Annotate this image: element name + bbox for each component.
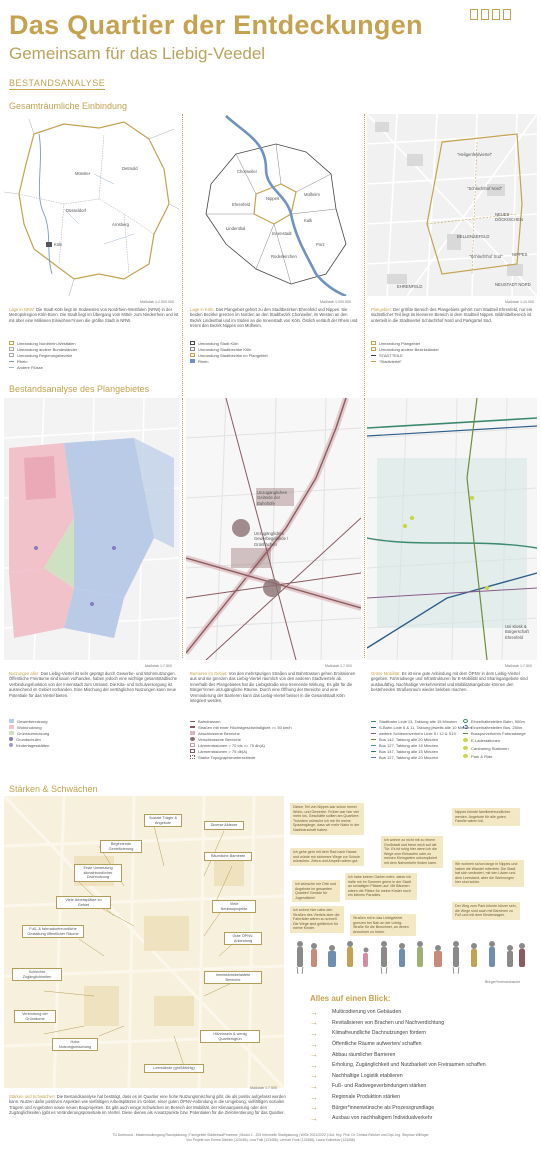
map-scale: Maßstab 1:200.000 — [320, 300, 351, 304]
people-graphic — [292, 936, 528, 976]
legend-label: Abschlossene Bereiche — [198, 730, 240, 736]
legend-label: Umrandung Stadtbezirke im Plangebiet — [198, 352, 268, 358]
citizen-quote: Der Weg zum Park könnte kürzer sein, die Wege sind auch mit Barrieren zu Fuß und mit dem Kinderwagen. — [452, 902, 520, 920]
divider — [364, 398, 365, 658]
legend-item — [371, 718, 472, 724]
legend-swatch — [190, 347, 195, 351]
summary-item-label: Bürger*innenwünsche als Prozessgrundlage — [332, 1104, 435, 1111]
map-label: Chorweiler — [237, 169, 258, 174]
map-label: Köln — [54, 242, 63, 247]
footer-line: Von Projekt von Emma Dietrich (123456), Lina Falk (123456), Lennart Funk (123456), Laura Kolinekov (123456) — [186, 1137, 355, 1142]
legend-label: Grünraumnutzung — [17, 730, 50, 736]
legend-item — [463, 730, 526, 736]
legend-item — [9, 742, 49, 748]
legend-label: Rhein — [198, 358, 209, 364]
legend-label: Umrandung Stadt Köln — [198, 340, 239, 346]
legend-label: Gewerbenutzung — [17, 718, 48, 724]
legend-swatch — [371, 751, 376, 752]
map-note: Diverse Akteure — [204, 821, 244, 830]
map-label: Unzugängliches Gewerbegelände / Grünflächen — [254, 531, 289, 547]
legend-label: Bus 127, Taktung alle 20 Minuten — [379, 754, 439, 760]
legend-label: Einzelhaltestellen Bahn, 500m — [471, 718, 525, 724]
map-note: Viele Neubauprojekte — [212, 900, 256, 913]
map-label: Lindenthal — [226, 226, 246, 231]
legend-item — [190, 754, 292, 760]
barriers-graphic — [186, 398, 361, 660]
charging-icon — [463, 738, 468, 742]
page-title: Das Quartier der Entdeckungen — [9, 10, 423, 40]
text-nrw — [9, 307, 179, 323]
citizen-quote: Dieser Teil von Nippes war schon immer Wohn- und Gewerbe. Früher war hier viel mehr los, Geschäfte sollten am Quartiere. Trotzdem wünsche ich mir für meine Spaziergänge, dass wir mehr Natur in der Nachbarschaft haben. — [290, 803, 364, 835]
map-scale: Maßstab 1:1.500.000 — [140, 300, 174, 304]
text-strengths — [9, 1094, 287, 1116]
map-label: Mülheim — [304, 192, 320, 197]
summary-item — [310, 1018, 530, 1029]
citizen-quote: Ich wohne hier nahe den Straßen des Viertels aber die Fahrräder wären zu schnell. Die Wege sind gefährlich für meine Kinder. — [290, 906, 344, 933]
legend-swatch — [190, 731, 195, 735]
legend-swatch — [190, 353, 195, 357]
legend-mobility-points — [463, 718, 526, 760]
map-scale: Maßstab 1:7.500 — [325, 664, 352, 668]
map-scale: Maßstab 1:7.500 — [145, 664, 172, 668]
page-badge — [503, 9, 511, 20]
summary-item — [310, 1039, 530, 1050]
arrow-right-icon: → — [310, 1081, 318, 1091]
legend-swatch — [9, 367, 14, 368]
map-scale: Maßstab 1:10.000 — [505, 300, 534, 304]
legend-item — [9, 346, 77, 352]
summary-item — [310, 1049, 530, 1060]
map-nrw — [4, 114, 179, 296]
map-label: Düsseldorf — [66, 208, 87, 213]
map-note: Hitzeinseln & wenig Quartiersgrün — [200, 1030, 260, 1043]
legend-item — [463, 718, 526, 724]
page-indicator — [470, 9, 511, 20]
legend-swatch — [371, 347, 376, 351]
citizen-quote: Wir wohnen schon lange in Nippes und haben die Wandel miterlebt. Die Stadt hat sich verändert, mit den Läden und dem Leerstand, aber die Wohnungen hier sind schön. — [452, 860, 524, 887]
legend-swatch — [371, 739, 376, 740]
legend-label: STADTTEILE — [379, 352, 403, 358]
legend-swatch — [190, 755, 195, 759]
legend-swatch — [463, 733, 468, 734]
plan-area-graphic — [367, 114, 537, 296]
map-note: Hohe Nutzungsmischung — [52, 1038, 98, 1051]
map-label: BELLENSEFELD — [457, 234, 490, 239]
legend-swatch — [9, 361, 14, 362]
summary-item-label: Klimafreundliche Dachnutzungen fördern — [332, 1030, 427, 1037]
section-title-analysis: Bestandsanalyse des Plangebietes — [9, 384, 150, 394]
nrw-map-graphic — [4, 114, 179, 296]
text-heading: Lage in Köln: — [190, 307, 215, 312]
legend-item — [463, 724, 526, 730]
summary-item-label: Ausbau von nachhaltigem Individualverkehr — [332, 1115, 433, 1122]
legend-swatch — [9, 719, 14, 723]
map-label: Kalk — [304, 218, 313, 223]
legend-item — [9, 364, 77, 370]
legend-label: Umrandung Stadtbezirke Köln — [198, 346, 252, 352]
legend-label: Umrandung andere Bundesländer — [17, 346, 78, 352]
summary-item-label: Revitalisieren von Brachen und Nachverdichtung — [332, 1019, 445, 1026]
arrow-right-icon: → — [310, 1103, 318, 1113]
map-label: Arnsberg — [112, 222, 129, 227]
legend-label: Lärmemissionen > 75 db(A) — [198, 748, 248, 754]
summary-item — [310, 1060, 530, 1071]
legend-item — [463, 752, 526, 760]
page-badge — [470, 9, 478, 20]
summary-list — [310, 1007, 530, 1124]
legend-swatch — [371, 361, 376, 362]
text-heading: Plangebiet: — [371, 307, 392, 312]
summary-item — [310, 1071, 530, 1082]
legend-item — [371, 754, 472, 760]
legend-label: Straßen mit einer Höchstgeschwindigkeit >= 50 km/h — [198, 724, 292, 730]
legend-swatch — [190, 749, 195, 753]
legend-swatch — [371, 733, 376, 734]
text-body: Der größte Bereich des Plangebiets gehört zum Stadtteil Ehrenfeld, nur ein südöstlicher Teil liegt im kleineren Bereich in dem Stadtteil Nippes. Bildmittelbereich ist unterteilt in die Stadtviertel Schlachthof Nord und Parkgürtel Süd. — [371, 307, 533, 323]
text-cologne — [190, 307, 360, 329]
map-label: Innenstadt — [272, 231, 292, 236]
legend-label: Umrandung Plangebiet — [379, 340, 420, 346]
legend-item — [463, 744, 526, 752]
map-scale: Maßstab 1:7.500 — [250, 1086, 277, 1090]
legend-label: Grundschulen — [16, 736, 41, 742]
map-note: Immissionsbelastete Bereiche — [204, 971, 262, 984]
legend-swatch — [371, 355, 376, 356]
legend-mobility-lines — [371, 718, 472, 760]
legend-label: Rhein — [17, 358, 28, 364]
map-plan-area — [367, 114, 537, 296]
section-title-integration: Gesamträumliche Einbindung — [9, 101, 128, 111]
legend-item — [190, 724, 292, 730]
map-land-use — [4, 398, 179, 660]
arrow-right-icon: → — [310, 1113, 318, 1123]
legend-swatch — [371, 727, 376, 728]
people-caption: Bürger*innenwünsche — [485, 980, 521, 984]
citizen-quote: Ich gehe gern mit dem Rad nach Hause und würde mir sicherere Wege zur Schule wünschen. Zebra und Ampeln wären gut. — [290, 848, 364, 866]
map-note: Leerstände (großflächig) — [144, 1064, 204, 1073]
arrow-right-icon: → — [310, 1018, 318, 1028]
summary-item-label: Nachhaltige Logistik etablieren — [332, 1072, 403, 1079]
summary-item — [310, 1102, 530, 1113]
text-heading: Nutzungen aller: — [9, 671, 40, 676]
map-note: Räumliche Barrieren — [204, 852, 252, 861]
summary-item-label: Regionale Produktion stärken — [332, 1094, 401, 1101]
summary-item — [310, 1081, 530, 1092]
legend-plan-area — [371, 340, 439, 364]
legend-label: Umrandung andere Bezirksländer — [379, 346, 439, 352]
legend-swatch — [463, 725, 468, 729]
legend-label: Stadtbahn Linie 13, Taktung alle 15 Minuten — [379, 718, 457, 724]
divider — [182, 114, 183, 396]
map-label: Porz — [316, 242, 325, 247]
legend-swatch — [190, 359, 195, 363]
mobility-graphic — [367, 398, 537, 660]
legend-swatch — [190, 743, 195, 747]
legend-label: Kindertagesstätten — [16, 742, 50, 748]
map-note: Erste Umsetzung klimafreundlicher Dachnutzung — [74, 864, 122, 882]
map-note: Verbindung der Grünräume — [14, 1010, 56, 1023]
text-heading: Lage in NRW: — [9, 307, 35, 312]
legend-swatch — [371, 341, 376, 345]
lock-icon — [190, 737, 195, 741]
legend-label: Verschlossene Bereiche — [198, 736, 241, 742]
legend-label: S-Bahn Linie 6 & 11, Taktung jeweils alle 10 Minuten — [379, 724, 472, 730]
map-label: EHRENFELD — [397, 284, 423, 289]
map-label: Unzugängliches Gelände der Bahnhöfe — [257, 490, 287, 506]
text-body: Das Plangebiet gehört zu den Stadtbezirken Ehrenfeld und Nippes. Sie beiden Bezirke grenzen im Norden an den Stadtbezirk Chorweiler, im Westen an den Bezirk Lindenthal und im Süden an die Innenstadt von Köln. Östlich verläuft der Rhein und trennt den Bezirk Nippes von Mülheim. — [190, 307, 358, 329]
arrow-right-icon: → — [310, 1039, 318, 1049]
legend-label: Bus 147, Taktung alle 15 Minuten — [379, 748, 439, 754]
arrow-right-icon: → — [310, 1007, 318, 1017]
map-strengths-weaknesses — [4, 796, 284, 1088]
summary-item — [310, 1092, 530, 1103]
legend-swatch — [463, 719, 468, 723]
summary-title: Alles auf einen Blick: — [310, 994, 391, 1003]
text-body: Die Bestandsanalyse hat bestätigt, dass es im Quartier eine hohe Nutzungsmischung gibt, die als positiv aufgefasst werden kann. Nutzen dafür positiven Aspekten wie vielfältigen Arbeitsplätzen im Gebiet, einer guten ÖPNV-Anbindung in die Umgebung, vielfältigen sozialen Trägern und Angeboten sowie neuen Bauprojekten. Es gibt auch einige Schwächen im Bereich der Mobilität, der Klimaanpassung oder den Zugänglichkeiten (gibt es Veränderungspotentiale im Viertel. Diese dienen als Ansatzpunkte bzw. Potentialen für die Zielorientierung für das Quartier. — [9, 1094, 286, 1116]
map-label: Uni Kiosk & Bürgerschaft Ehrenfeld — [505, 624, 529, 640]
map-label: Rodenkirchen — [271, 254, 297, 259]
legend-label: Einzelhaltestellen Bus, 250m — [471, 724, 523, 730]
legend-nrw — [9, 340, 77, 370]
legend-swatch — [9, 347, 14, 351]
footer — [0, 1133, 541, 1142]
text-body: Von den mehrspurigen Straßen und Bahntrassen gehen Emissionen aus und sie grenzen das Liebig-Viertel räumlich von den anderen Stadtvierteln ab. Innerhalb des Plangebietes hat die Liebigstraße eine trennende Wirkung. Es gibt für die Bürger*innen unzugängliche Räume. Durch eine Öffnung der Bereiche und eine Verminderung der Barrieren kann das Liebig-Viertel besser in die Gesamtstadt Köln integriert werden. — [190, 671, 356, 704]
legend-cologne — [190, 340, 268, 364]
legend-item — [9, 352, 77, 358]
legend-swatch — [371, 745, 376, 746]
legend-label: weitere Schienenverkehr Linie 5 / 12 & S19 — [379, 730, 456, 736]
page-badge — [492, 9, 500, 20]
map-label: "Schlachthof Süd" — [469, 254, 503, 259]
legend-label: "Stadtviertel" — [379, 358, 402, 364]
legend-label: Busspurverkehrs Fahrradwege — [471, 730, 526, 736]
text-heading: Stärken und Schwächen: — [9, 1094, 56, 1099]
text-barriers — [190, 671, 360, 703]
legend-label: Lärmemissionen > 70 bis <= 75 db(A) — [198, 742, 265, 748]
land-use-graphic — [4, 398, 179, 660]
legend-barriers — [190, 718, 292, 760]
legend-label: Andere Flüsse — [17, 364, 43, 370]
text-heading: Grüne Mobilität: — [371, 671, 401, 676]
legend-label: Starke Topographieunterschiede — [198, 754, 256, 760]
map-note: Soziale Träger & Angebote — [144, 814, 182, 827]
divider — [182, 398, 183, 658]
map-label: Münster — [75, 171, 91, 176]
text-body: Es ist eine gute Anbindung mit dem ÖPNV in dem Liebig-Viertel gegeben. Fahrradwege und Infrastrukturen für E-Mobilität und Sharingangebote sind ausbaufähig. Nachhaltige Verkehrsmittel und Mobilitätsangebote können den bestehenden Straßenraum wieder beleben machen. — [371, 671, 528, 693]
map-label: "Heligenfeldviertel" — [457, 152, 493, 157]
map-mobility — [367, 398, 537, 660]
summary-item-label: Multicodierung von Gebäuden — [332, 1009, 402, 1016]
arrow-right-icon: → — [310, 1060, 318, 1070]
legend-swatch — [9, 341, 14, 345]
legend-item — [9, 340, 77, 346]
legend-swatch — [9, 725, 14, 729]
page-subtitle: Gemeinsam für das Liebig-Veedel — [9, 44, 266, 63]
legend-swatch — [9, 731, 14, 735]
map-barriers — [186, 398, 361, 660]
section-label: BESTANDSANALYSE — [9, 78, 106, 88]
text-land-use — [9, 671, 179, 698]
legend-label: Bahntrassen — [198, 718, 221, 724]
map-label: NEUES DÖCKISCHEN — [495, 212, 523, 223]
summary-item-label: Erholung, Zugänglichkeit und Nutzbarkeit von Freiraumen schaffen — [332, 1062, 486, 1069]
legend-swatch — [190, 341, 195, 345]
legend-label: Bus 142, Taktung alle 20 Minuten — [379, 736, 439, 742]
legend-swatch — [9, 353, 14, 357]
arrow-right-icon: → — [310, 1071, 318, 1081]
legend-label: Umrandung Nordrhein-Westfalen — [17, 340, 76, 346]
legend-label: Park & Ride — [471, 753, 493, 759]
citizen-quote: Ich wohne zu nicht mit zu einem Großstadt und freue mich auf die Tür. Es ist ruhig hier wenn ich die Wege zum Einkaufen oder zu meinen Kleingarten unkompliziert mit dem Nahverkehr finden kann. — [381, 836, 443, 868]
legend-swatch — [371, 721, 376, 722]
plan-area-marker — [46, 242, 52, 247]
footer-line: TU Dortmund - Masterstudiengang Raumplanung | Fachgebiet Städtebau/Prozesse | Modul 2 - 203 Informelle Stadtplanung | WiSe 2021/2022 | Gut: Hrg. Prof. Dr. Christa Reicher und Dipl.-Ing. Stephan Willinger — [112, 1133, 429, 1137]
citizen-quote: Straßen mit in das Liebigviertel grenzen bei Nah an der Liebig-Straße für die Bewohner, an denen Anwohner zu hören. — [350, 914, 416, 936]
legend-item — [190, 358, 268, 364]
text-plan-area — [371, 307, 536, 323]
summary-item — [310, 1113, 530, 1124]
divider — [364, 114, 365, 396]
text-heading: Barrieren im Gebiet: — [190, 671, 228, 676]
legend-label: E-Ladestationen — [471, 737, 501, 743]
summary-item-label: Öffentliche Räume aufwerten/ schaffen — [332, 1041, 422, 1048]
legend-swatch — [190, 721, 195, 722]
legend-item — [463, 736, 526, 744]
legend-label: Bus 127, Taktung alle 15 Minuten — [379, 742, 439, 748]
legend-item — [190, 352, 268, 358]
legend-swatch — [371, 757, 376, 758]
legend-land-use — [9, 718, 49, 748]
map-label: Nippes — [266, 196, 280, 201]
legend-item — [371, 358, 439, 364]
arrow-right-icon: → — [310, 1028, 318, 1038]
summary-item-label: Abbau räumlicher Barrieren — [332, 1051, 396, 1058]
map-note: Viele Arbeitsplätze im Gebiet — [56, 896, 111, 909]
map-label: NEUSTADT NORD — [495, 282, 531, 287]
arrow-right-icon: → — [310, 1050, 318, 1060]
summary-item-label: Fuß- und Radwegeverbindungen stärken — [332, 1083, 427, 1090]
summary-item — [310, 1007, 530, 1018]
map-label: Ehrenfeld — [232, 202, 250, 207]
map-scale: Maßstab 1:7.500 — [505, 664, 532, 668]
summary-item — [310, 1028, 530, 1039]
legend-label: Carsharing Stationen — [471, 745, 509, 751]
school-icon — [9, 737, 13, 741]
kindergarten-icon — [9, 743, 13, 747]
text-body: Die Stadt Köln liegt im Südwesten von Nordrhein-Westfalen (NRW) in der Metropolregion Köln-Bonn. Die Stadt liegt im Übergang vom Mittel- zum Niederrhein und ist mit über eine Millionen Einwohner*innen die größte Stadt in NRW. — [9, 307, 179, 323]
map-label: "Schlachthof Nord" — [467, 186, 503, 191]
legend-swatch — [190, 726, 195, 728]
legend-item — [371, 346, 439, 352]
section-title-strengths: Stärken & Schwächen — [9, 784, 98, 794]
map-note: Beginnende Gentrifizierung — [100, 840, 142, 853]
legend-label: Umrandung Regierungsbezirke — [17, 352, 73, 358]
map-label: NIPPES — [512, 252, 528, 257]
page-badge — [481, 9, 489, 20]
map-cologne — [186, 114, 361, 296]
text-body: Das Liebig-Viertel ist sehr geprägt durch Gewerbe- und Wohnnutzungen. Öffentliche Freiräume sind kaum vorhanden, haben jedoch eine wichtige gesamtstädtische Verbindungsfunktion von der Innenstadt zum Umland. Die Kita- und Schulversorgung ist ausreichend im Gebiet vorhanden. Eine Mischung der verträglichen Nutzungen kann neue Potentiale für das Viertel bieten. — [9, 671, 177, 698]
citizen-quote: Ich habe keinen Garten mehr, daher ich halte mir im Sommer gerne in der Stadt an schattigen Plätzen auf. Mit Bäumen wären die Plätze für meine Kinder noch ein kleines Paradies. — [345, 873, 417, 900]
people-illustration — [292, 936, 528, 976]
park-ride-icon — [463, 754, 468, 758]
map-label: Detmold — [122, 166, 138, 171]
citizen-quote: Ich wünsche mir Orte und Angebote im gesamten Quartier! Gerade für Jugendliche! — [292, 880, 340, 902]
arrow-right-icon: → — [310, 1092, 318, 1102]
map-note: Fuß- & fahrradunfreundliche Gestaltung öffentlicher Räume — [22, 925, 84, 938]
carsharing-icon — [463, 746, 468, 750]
cologne-map-graphic — [186, 114, 361, 296]
legend-label: Wohnnutzung — [17, 724, 42, 730]
map-note: Gute ÖPNV-Anbindung — [224, 932, 262, 945]
text-mobility — [371, 671, 536, 693]
map-note: Schlechte Zugänglichkeiten — [12, 968, 62, 981]
citizen-quote: Nippes könnte familienfreundlicher werden. Angebote für alle guten Familie wären toll. — [452, 808, 520, 826]
legend-item — [371, 724, 472, 730]
